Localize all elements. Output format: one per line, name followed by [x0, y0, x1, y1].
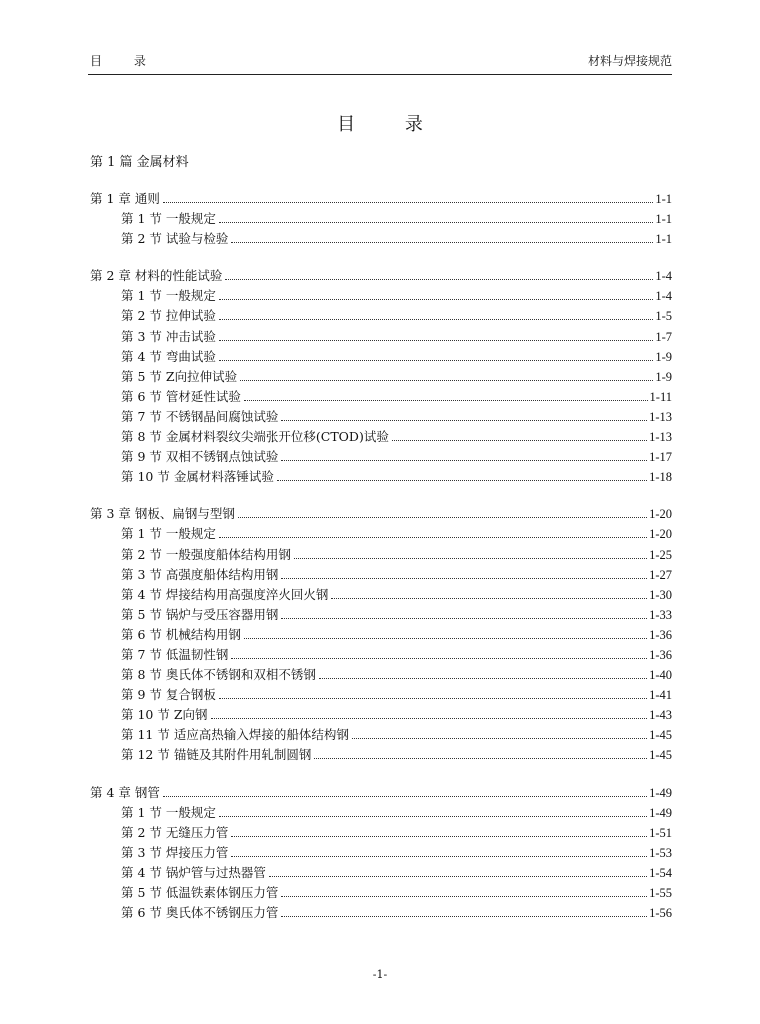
toc-section[interactable] — [90, 327, 672, 347]
toc-section-title: 机械结构用钢 — [165, 626, 241, 642]
toc-chapter-title: 钢管 — [134, 784, 160, 800]
dot-leader — [269, 876, 647, 877]
toc-section[interactable] — [90, 545, 672, 565]
toc-section-page: 1-27 — [649, 567, 672, 582]
toc-section-number: 第 3 节 — [121, 844, 162, 860]
toc-chapter-group — [90, 783, 672, 924]
toc-section-title: 冲击试验 — [165, 328, 216, 344]
toc-section[interactable] — [90, 803, 672, 823]
toc-section-page: 1-30 — [649, 587, 672, 602]
toc-section-page: 1-33 — [649, 607, 672, 622]
dot-leader — [231, 836, 647, 837]
toc-chapter[interactable] — [90, 504, 672, 524]
toc-section-title: 适应高热输入焊接的船体结构钢 — [173, 727, 349, 743]
table-of-contents — [90, 189, 672, 940]
toc-section-title: 一般规定 — [165, 804, 216, 820]
toc-chapter-title: 材料的性能试验 — [134, 268, 223, 284]
toc-section-page: 1-53 — [649, 845, 672, 860]
dot-leader — [277, 480, 647, 481]
toc-section[interactable] — [90, 745, 672, 765]
toc-section-title: 锅炉管与过热器管 — [165, 864, 266, 880]
toc-chapter-title: 钢板、扁钢与型钢 — [134, 506, 235, 522]
toc-section-number: 第 10 节 — [121, 707, 170, 723]
toc-section[interactable] — [90, 665, 672, 685]
dot-leader — [211, 718, 648, 719]
dot-leader — [319, 678, 647, 679]
toc-section-number: 第 1 节 — [121, 526, 162, 542]
toc-section-page: 1-36 — [649, 647, 672, 662]
toc-section-page: 1-36 — [649, 627, 672, 642]
toc-section-number: 第 11 节 — [121, 727, 170, 743]
toc-section-number: 第 10 节 — [121, 469, 170, 485]
toc-section-page: 1-43 — [649, 708, 672, 723]
toc-section-number: 第 9 节 — [121, 449, 162, 465]
toc-section-page: 1-7 — [655, 329, 672, 344]
toc-section-page: 1-45 — [649, 728, 672, 743]
toc-section-page: 1-1 — [655, 212, 672, 227]
toc-section-title: 双相不锈钢点蚀试验 — [165, 449, 279, 465]
toc-section-title: Z向拉伸试验 — [165, 368, 238, 384]
toc-section-number: 第 5 节 — [121, 885, 162, 900]
toc-section-title: 低温铁素体钢压力管 — [165, 885, 279, 900]
part-title: 第 1 篇 金属材料 — [90, 155, 189, 170]
toc-chapter-number: 第 4 章 — [90, 784, 131, 800]
dot-leader — [219, 340, 653, 341]
toc-section[interactable] — [90, 903, 672, 923]
dot-leader — [281, 578, 647, 579]
toc-section-title: 低温韧性钢 — [165, 646, 229, 662]
toc-section-page: 1-5 — [655, 309, 672, 324]
toc-section[interactable] — [90, 843, 672, 863]
toc-section-title: 不锈钢晶间腐蚀试验 — [165, 408, 279, 424]
toc-section-number: 第 1 节 — [121, 804, 162, 820]
dot-leader — [281, 618, 647, 619]
toc-section-page: 1-4 — [655, 289, 672, 304]
toc-section-title: 复合钢板 — [165, 687, 216, 703]
toc-section-number: 第 4 节 — [121, 348, 162, 364]
toc-chapter[interactable] — [90, 266, 672, 286]
page-number: -1- — [372, 968, 388, 981]
toc-section-title: 奥氏体不锈钢压力管 — [165, 905, 279, 921]
toc-section[interactable] — [90, 883, 672, 903]
toc-section-page: 1-13 — [649, 430, 672, 445]
toc-section-page: 1-55 — [649, 886, 672, 900]
toc-section-page: 1-11 — [649, 389, 672, 404]
toc-chapter[interactable] — [90, 189, 672, 209]
toc-section-number: 第 5 节 — [121, 368, 162, 384]
toc-chapter-number: 第 1 章 — [90, 191, 131, 206]
toc-section-number: 第 5 节 — [121, 606, 162, 622]
toc-section-number: 第 2 节 — [121, 308, 162, 324]
dot-leader — [219, 319, 653, 320]
toc-section-title: 锚链及其附件用轧制圆钢 — [173, 747, 312, 763]
toc-section-page: 1-25 — [649, 547, 672, 562]
toc-section[interactable] — [90, 306, 672, 326]
toc-section-title: 金属材料裂纹尖端张开位移(CTOD)试验 — [165, 429, 389, 445]
toc-section-title: Z向钢 — [173, 707, 208, 723]
toc-section[interactable] — [90, 407, 672, 427]
toc-section-number: 第 12 节 — [121, 747, 170, 763]
toc-section-title: 一般强度船体结构用钢 — [165, 546, 291, 562]
toc-section-page: 1-45 — [649, 748, 672, 763]
toc-section-title: 一般规定 — [165, 288, 216, 304]
toc-section-title: 试验与检验 — [165, 231, 229, 247]
toc-section[interactable] — [90, 387, 672, 407]
toc-section-title: 奥氏体不锈钢和双相不锈钢 — [165, 667, 316, 683]
dot-leader — [294, 558, 647, 559]
toc-section[interactable] — [90, 524, 672, 544]
toc-section-number: 第 8 节 — [121, 667, 162, 683]
toc-section-number: 第 6 节 — [121, 388, 162, 404]
dot-leader — [231, 658, 647, 659]
toc-chapter-number: 第 2 章 — [90, 268, 131, 284]
toc-section[interactable] — [90, 725, 672, 745]
running-header-right: 材料与焊接规范 — [587, 54, 672, 68]
toc-section-page: 1-9 — [655, 369, 672, 384]
dot-leader — [281, 460, 647, 461]
toc-chapter-group — [90, 266, 672, 487]
toc-chapter[interactable] — [90, 783, 672, 803]
dot-leader — [244, 400, 648, 401]
toc-section[interactable] — [90, 565, 672, 585]
toc-section-number: 第 2 节 — [121, 231, 162, 247]
dot-leader — [281, 916, 647, 917]
toc-section-title: 一般规定 — [165, 211, 216, 227]
toc-section-title: 管材延性试验 — [165, 388, 241, 404]
toc-section-page: 1-41 — [649, 688, 672, 703]
page-title: 目 录 — [337, 114, 445, 135]
toc-chapter-group — [90, 189, 672, 249]
toc-chapter-group — [90, 504, 672, 765]
toc-section-number: 第 2 节 — [121, 824, 162, 840]
toc-section-number: 第 3 节 — [121, 328, 162, 344]
dot-leader — [219, 537, 647, 538]
dot-leader — [163, 796, 647, 797]
dot-leader — [240, 380, 653, 381]
toc-section-page: 1-51 — [649, 825, 672, 840]
toc-section-number: 第 1 节 — [121, 288, 162, 304]
toc-section[interactable] — [90, 447, 672, 467]
dot-leader — [314, 758, 647, 759]
toc-section[interactable] — [90, 685, 672, 705]
toc-section[interactable] — [90, 427, 672, 447]
toc-section[interactable] — [90, 823, 672, 843]
dot-leader — [231, 242, 653, 243]
dot-leader — [219, 222, 653, 223]
toc-section[interactable] — [90, 347, 672, 367]
toc-section-number: 第 7 节 — [121, 408, 162, 424]
toc-chapter-title: 通则 — [134, 191, 160, 206]
toc-section-title: 金属材料落锤试验 — [173, 469, 274, 485]
toc-section-number: 第 4 节 — [121, 864, 162, 880]
dot-leader — [244, 638, 647, 639]
toc-section-title: 锅炉与受压容器用钢 — [165, 606, 279, 622]
toc-chapter-page: 1-20 — [649, 507, 672, 522]
dot-leader — [219, 698, 647, 699]
toc-section-title: 焊接结构用高强度淬火回火钢 — [165, 586, 329, 602]
toc-section-page: 1-20 — [649, 527, 672, 542]
toc-section[interactable] — [90, 863, 672, 883]
toc-section[interactable] — [90, 467, 672, 487]
toc-section[interactable] — [90, 625, 672, 645]
dot-leader — [225, 279, 653, 280]
toc-chapter-number: 第 3 章 — [90, 506, 131, 522]
toc-chapter-page: 1-1 — [655, 192, 672, 206]
toc-section[interactable] — [90, 705, 672, 725]
toc-chapter-page: 1-4 — [655, 269, 672, 284]
toc-section-title: 高强度船体结构用钢 — [165, 566, 279, 582]
toc-section-number: 第 1 节 — [121, 211, 162, 227]
toc-section-page: 1-54 — [649, 865, 672, 880]
toc-section-number: 第 4 节 — [121, 586, 162, 602]
toc-section-page: 1-13 — [649, 409, 672, 424]
toc-section-number: 第 7 节 — [121, 646, 162, 662]
toc-section-page: 1-56 — [649, 906, 672, 921]
dot-leader — [219, 360, 653, 361]
dot-leader — [281, 420, 647, 421]
toc-section-number: 第 3 节 — [121, 566, 162, 582]
toc-chapter-page: 1-49 — [649, 785, 672, 800]
toc-section-title: 无缝压力管 — [165, 824, 229, 840]
toc-section-title: 焊接压力管 — [165, 844, 229, 860]
toc-section-number: 第 6 节 — [121, 905, 162, 921]
dot-leader — [163, 202, 653, 203]
toc-section-number: 第 8 节 — [121, 429, 162, 445]
dot-leader — [231, 856, 647, 857]
dot-leader — [281, 896, 647, 897]
toc-section[interactable] — [90, 585, 672, 605]
toc-section[interactable] — [90, 605, 672, 625]
dot-leader — [331, 598, 647, 599]
header-divider — [88, 74, 672, 75]
toc-section-page: 1-17 — [649, 450, 672, 465]
dot-leader — [219, 816, 647, 817]
toc-section[interactable] — [90, 229, 672, 249]
toc-section-title: 拉伸试验 — [165, 308, 216, 324]
toc-section-number: 第 9 节 — [121, 687, 162, 703]
toc-section-title: 弯曲试验 — [165, 348, 216, 364]
toc-section-page: 1-18 — [649, 470, 672, 485]
toc-section-page: 1-49 — [649, 805, 672, 820]
toc-section-number: 第 6 节 — [121, 626, 162, 642]
running-header-left: 目 录 — [90, 54, 160, 68]
toc-section[interactable] — [90, 645, 672, 665]
dot-leader — [392, 440, 647, 441]
dot-leader — [352, 738, 647, 739]
dot-leader — [238, 517, 647, 518]
toc-section[interactable] — [90, 286, 672, 306]
toc-section-page: 1-9 — [655, 349, 672, 364]
toc-section-page: 1-1 — [655, 232, 672, 247]
toc-section[interactable] — [90, 209, 672, 229]
toc-section-page: 1-40 — [649, 668, 672, 683]
toc-section-title: 一般规定 — [165, 526, 216, 542]
toc-section[interactable] — [90, 367, 672, 387]
toc-section-number: 第 2 节 — [121, 546, 162, 562]
dot-leader — [219, 299, 653, 300]
